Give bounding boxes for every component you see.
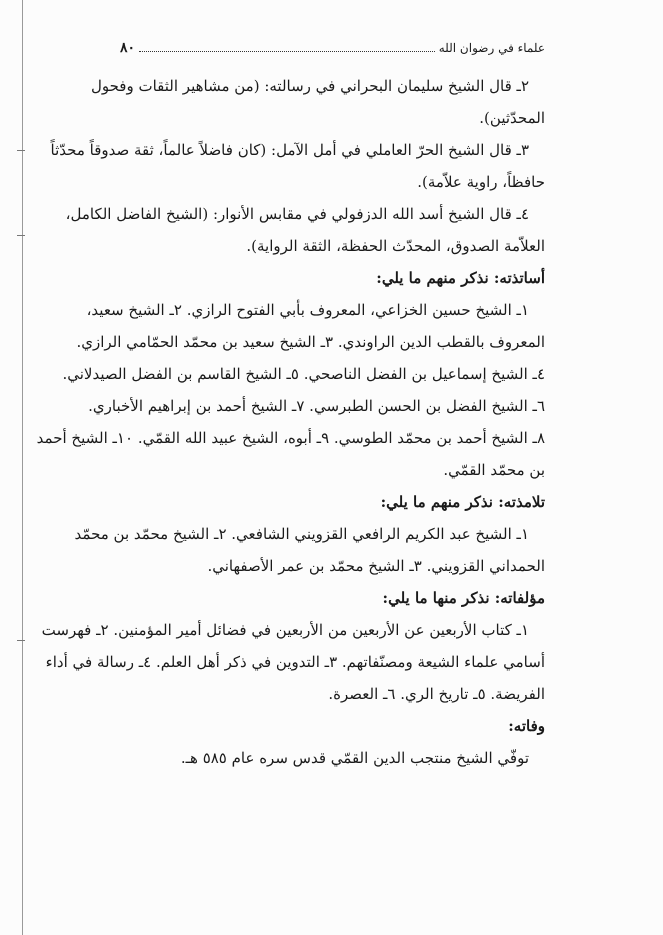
praise-4-line: ٤ـ قال الشيخ أسد الله الدزفولي في مقابس الأنوار: (الشيخ الفاضل الكامل، [65, 205, 529, 223]
works-line: ١ـ كتاب الأربعين عن الأربعين من الأربعين في فضائل أمير المؤمنين. ٢ـ فهرست [41, 621, 529, 639]
teachers-line: بن محمّد القمّي. [443, 461, 545, 479]
scan-margin-mark [17, 640, 25, 641]
praise-3-line: ٣ـ قال الشيخ الحرّ العاملي في أمل الآمل: (كان فاضلاً عالماً، ثقة صدوقاً محدّثاً [50, 141, 529, 159]
works-line: أسامي علماء الشيعة ومصنّفاتهم. ٣ـ التدوين في ذكر أهل العلم. ٤ـ رسالة في أداء [45, 653, 545, 671]
teachers-line: ١ـ الشيخ حسين الخزاعي، المعروف بأبي الفتوح الرازي. ٢ـ الشيخ سعيد، [86, 301, 529, 319]
death-text: توفّي الشيخ منتجب الدين القمّي قدس سره عام ٥٨٥ هـ. [180, 749, 529, 767]
running-title: علماء في رضوان الله [438, 41, 545, 55]
page-number: ٨٠ [120, 40, 136, 56]
teachers-line: ٦ـ الشيخ الفضل بن الحسن الطبرسي. ٧ـ الشيخ أحمد بن إبراهيم الأخباري. [88, 397, 545, 415]
praise-2-line: ٢ـ قال الشيخ سليمان البحراني في رسالته: (من مشاهير الثقات وفحول [90, 77, 529, 95]
dot-leader [139, 43, 435, 52]
scan-margin-line [22, 0, 23, 935]
teachers-line: ٨ـ الشيخ أحمد بن محمّد الطوسي. ٩ـ أبوه، الشيخ عبيد الله القمّي. ١٠ـ الشيخ أحمد [36, 429, 545, 447]
praise-2-line: المحدّثين). [479, 109, 545, 127]
page-body [36, 70, 545, 774]
teachers-line: ٤ـ الشيخ إسماعيل بن الفضل الناصحي. ٥ـ الشيخ القاسم بن الفضل الصيدلاني. [62, 365, 545, 383]
praise-3-line: حافظاً، راوية علاّمة). [417, 173, 545, 191]
students-line: ١ـ الشيخ عبد الكريم الرافعي القزويني الشافعي. ٢ـ الشيخ محمّد بن محمّد [74, 525, 529, 543]
scan-margin-mark [17, 150, 25, 151]
book-page [36, 40, 545, 774]
death-heading: وفاته: [508, 717, 545, 735]
teachers-heading: أساتذته: نذكر منهم ما يلي: [376, 269, 545, 287]
works-line: الفريضة. ٥ـ تاريخ الري. ٦ـ العصرة. [328, 685, 545, 703]
scan-margin-mark [17, 235, 25, 236]
students-heading: تلامذته: نذكر منهم ما يلي: [380, 493, 545, 511]
works-heading: مؤلفاته: نذكر منها ما يلي: [382, 589, 545, 607]
teachers-line: المعروف بالقطب الدين الراوندي. ٣ـ الشيخ سعيد بن محمّد الحمّامي الرازي. [76, 333, 545, 351]
running-header [120, 40, 545, 70]
praise-4-line: العلاّمة الصدوق، المحدّث الحفظة، الثقة الرواية). [246, 237, 545, 255]
students-line: الحمداني القزويني. ٣ـ الشيخ محمّد بن عمر الأصفهاني. [207, 557, 545, 575]
